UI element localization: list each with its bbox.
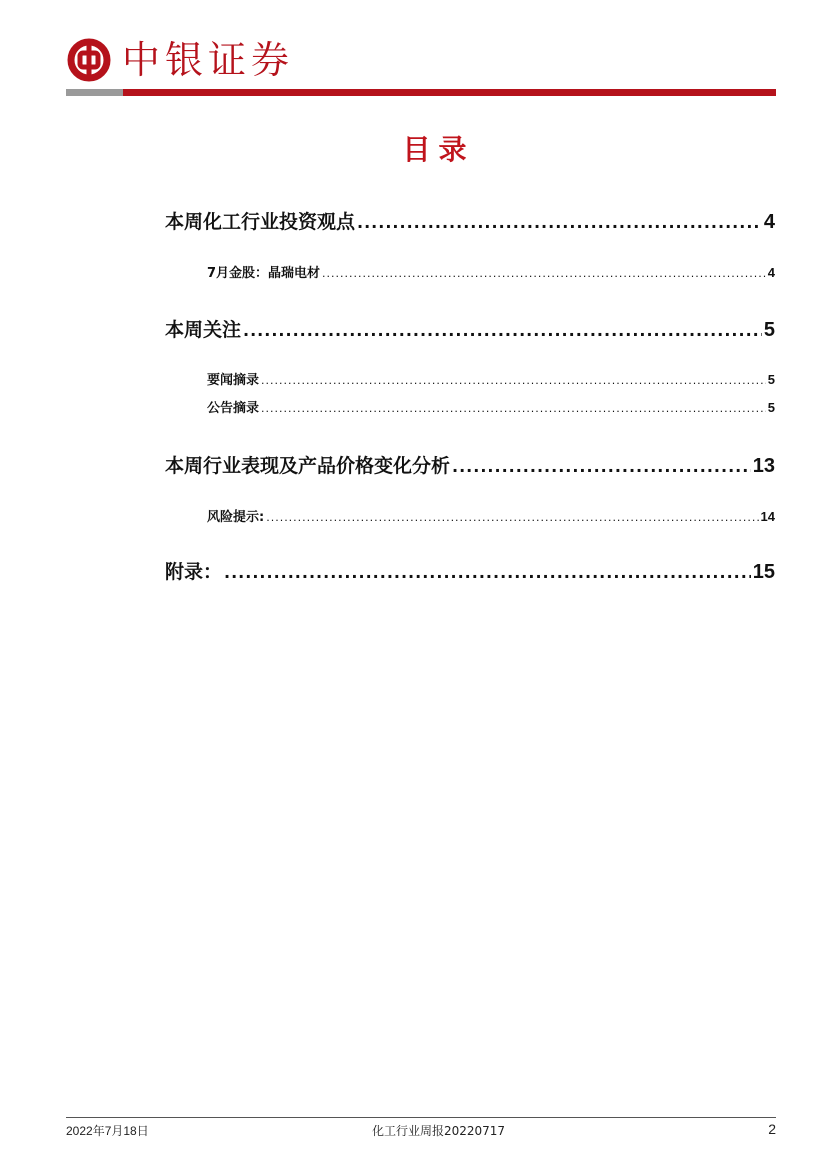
toc-entry-label: 风险提示: (207, 510, 265, 525)
toc-entry-page: 5 (767, 372, 775, 387)
toc-leader-dots (452, 457, 751, 476)
toc-entry-label: 附录： (165, 561, 223, 583)
toc-entry-page: 15 (752, 561, 775, 583)
toc-entry-industry-performance[interactable] (165, 451, 775, 478)
toc-leader-dots (322, 267, 766, 280)
toc-leader-dots (261, 402, 766, 415)
toc-entry-label: 本周化工行业投资观点 (165, 211, 356, 233)
toc-leader-dots (266, 511, 758, 524)
bank-of-china-logo-icon (66, 37, 112, 83)
brand-name: 中银证券 (122, 38, 295, 82)
toc-entry-label: 7月金股：晶瑞电材 (207, 266, 321, 281)
toc-entry-risk-warning[interactable] (207, 506, 775, 525)
toc-entry-announcement-digest[interactable] (207, 397, 775, 416)
brand-logo (66, 36, 294, 84)
toc-entry-appendix[interactable] (165, 557, 775, 584)
footer-rule (66, 1117, 776, 1118)
footer-page-number: 2 (768, 1121, 776, 1137)
toc-entry-page: 13 (752, 455, 775, 477)
toc-entry-news-digest[interactable] (207, 369, 775, 388)
toc-entry-page: 5 (767, 400, 775, 415)
header-rule-grey (66, 89, 123, 96)
toc-leader-dots (261, 374, 766, 387)
toc-entry-investment-view[interactable] (165, 207, 775, 234)
toc-entry-page: 5 (763, 319, 775, 341)
toc-entry-weekly-focus[interactable] (165, 315, 775, 342)
toc-entry-page: 4 (763, 211, 775, 233)
toc-entry-label: 公告摘录 (207, 401, 260, 416)
toc-entry-label: 本周行业表现及产品价格变化分析 (165, 455, 451, 477)
toc-entry-golden-stock[interactable] (207, 262, 775, 281)
toc-entry-page: 4 (767, 265, 775, 280)
footer-date: 2022年7月18日 (66, 1124, 149, 1138)
toc-title: 目录 (402, 133, 475, 166)
header-rule-red (123, 89, 776, 96)
toc-entry-page: 14 (760, 509, 775, 524)
toc-entry-label: 要闻摘录 (207, 373, 260, 388)
footer-report-name: 化工行业周报20220717 (371, 1124, 506, 1138)
toc-entry-label: 本周关注 (165, 319, 242, 341)
toc-leader-dots (243, 321, 762, 340)
toc-leader-dots (224, 563, 751, 582)
toc-leader-dots (357, 213, 762, 232)
